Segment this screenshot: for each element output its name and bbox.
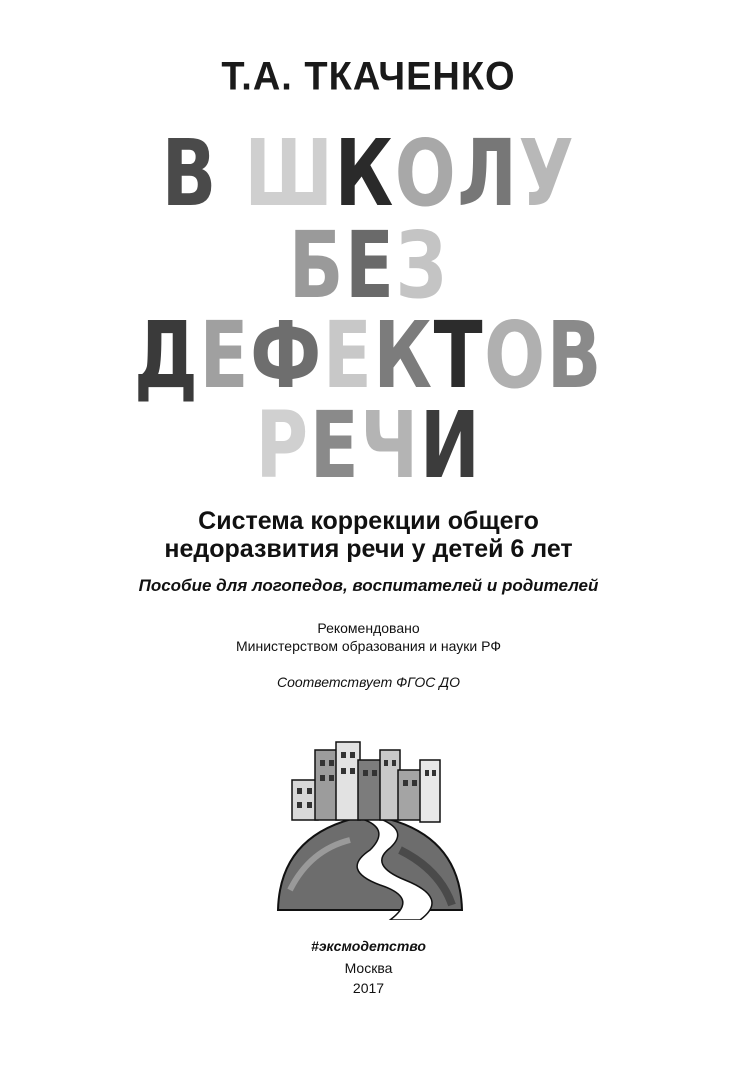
title-letter: В: [161, 120, 218, 227]
title-line-4: [81, 392, 656, 499]
title-letter: Е: [309, 392, 361, 499]
recommended-label: Рекомендовано: [317, 620, 420, 636]
fgos-compliance: Соответствует ФГОС ДО: [276, 674, 461, 690]
title-letter: Е: [345, 212, 396, 319]
title-letter: В: [546, 302, 603, 409]
audience-note: Пособие для логопедов, воспитателей и родителей: [138, 576, 599, 595]
title-letter: К: [373, 302, 434, 409]
title-letter: Ф: [250, 302, 323, 409]
title-letter: И: [419, 392, 482, 499]
publication-city: Москва: [344, 960, 393, 976]
title-line-2: [81, 212, 656, 319]
subtitle-line-1: Система коррекции общего: [198, 507, 539, 535]
title-letter: Т: [433, 302, 485, 409]
city-on-globe-illustration: [270, 720, 470, 920]
title-letter: Л: [457, 120, 519, 227]
title-letter: З: [395, 212, 449, 319]
publication-year: 2017: [352, 980, 385, 996]
title-letter: Ш: [244, 120, 335, 227]
title-letter: Р: [255, 392, 310, 499]
title-letter: Ч: [360, 392, 420, 499]
title-letter: [218, 128, 245, 220]
title-letter: Б: [288, 212, 346, 319]
title-line-1: [81, 120, 656, 227]
publisher-logo: #эксмодетство: [311, 938, 426, 954]
title-letter: К: [334, 120, 395, 227]
title-letter: Е: [199, 302, 251, 409]
title-letter: У: [518, 120, 576, 227]
author-name: Т.А. ТКАЧЕНКО: [221, 54, 516, 100]
title-letter: О: [484, 302, 547, 409]
title-letter: О: [394, 120, 458, 227]
recommended-by: Министерством образования и науки РФ: [236, 638, 501, 654]
title-line-3: [81, 302, 656, 409]
title-letter: Е: [322, 302, 374, 409]
title-letter: Д: [134, 302, 200, 409]
subtitle-line-2: недоразвития речи у детей 6 лет: [164, 535, 573, 563]
